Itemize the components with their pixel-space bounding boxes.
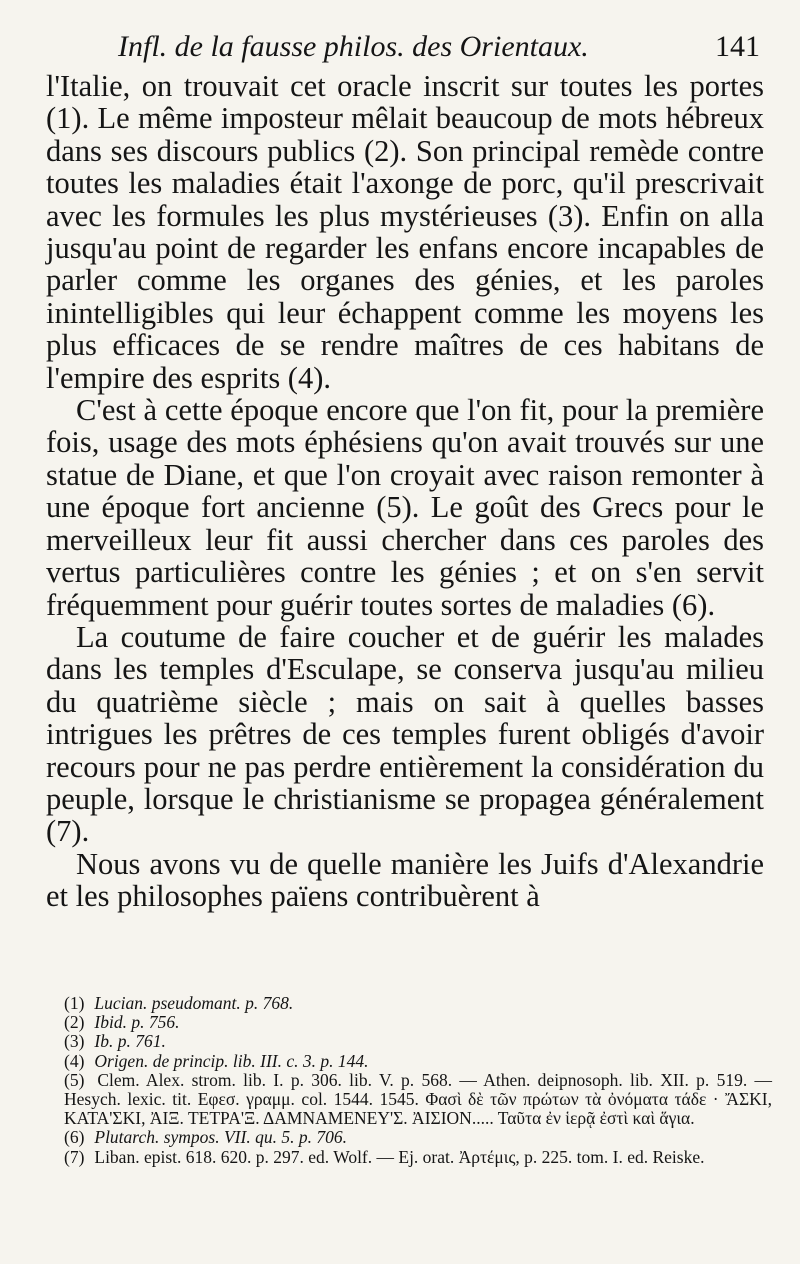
body-text: [46, 70, 764, 913]
footnote: [46, 1052, 772, 1071]
running-header: [118, 30, 760, 70]
footnote: [46, 1128, 772, 1147]
footnote-number: (3): [64, 1031, 85, 1052]
footnote-text: Ib. p. 761.: [94, 1031, 166, 1052]
footnotes: [46, 994, 772, 1167]
page-number: 141: [715, 30, 760, 63]
footnote-number: (7): [64, 1146, 85, 1167]
footnote: [46, 1148, 772, 1167]
paragraph: Nous avons vu de quelle manière les Juifs d'Alexandrie et les philosophes païens contribuèrent à: [46, 846, 764, 914]
paragraph: La coutume de faire coucher et de guérir les malades dans les temples d'Esculape, se conserva jusqu'au milieu du quatrième siècle ; mais on sait à quelles basses intrigues les prêtres de ces temples furent obligés d'avoir recours pour ne pas perdre entièrement la considération du peuple, lorsque le christianisme se propagea généralement (7).: [46, 619, 764, 849]
footnote-number: (5): [64, 1069, 85, 1090]
paragraph: C'est à cette époque encore que l'on fit, pour la première fois, usage des mots éphésiens qu'on avait trouvés sur une statue de Diane, et que l'on croyait avec raison remonter à une époque fort ancienne (5). Le goût des Grecs pour le merveilleux leur fit aussi chercher dans ces paroles des vertus particulières contre les génies ; et on s'en servit fréquemment pour guérir toutes sortes de maladies (6).: [46, 393, 764, 622]
footnote-number: (1): [64, 993, 85, 1013]
footnote-text: Ibid. p. 756.: [94, 1012, 180, 1033]
footnote: [46, 1032, 772, 1051]
footnote-text: Liban. epist. 618. 620. p. 297. ed. Wolf. — Ej. orat. Ἀρτέμις, p. 225. tom. I. ed. Reiske.: [94, 1146, 705, 1167]
footnote-text: Lucian. pseudomant. p. 768.: [94, 993, 294, 1013]
paragraph: l'Italie, on trouvait cet oracle inscrit sur toutes les portes (1). Le même imposteur mêlait beaucoup de mots hébreux dans ses discours publics (2). Son principal remède contre toutes les maladies était l'axonge de porc, qu'il prescrivait avec les formules les plus mystérieuses (3). Enfin on alla jusqu'au point de regarder les enfans encore incapables de parler comme les organes des génies, et les paroles inintelligibles qui leur échappent comme les moyens les plus efficaces de se rendre maîtres de ces habitans de l'empire des esprits (4).: [46, 69, 764, 395]
footnote-number: (4): [64, 1050, 85, 1071]
footnote: [46, 1013, 772, 1032]
footnote: [46, 994, 772, 1013]
footnote: [46, 1071, 772, 1129]
footnote-text: Clem. Alex. strom. lib. I. p. 306. lib. V. p. 568. — Athen. deipnosoph. lib. XII. p. 519. — Hesych. lexic. tit. Εφεσ. γραμμ. col. 1544. 1545. Φασὶ δὲ τῶν πρώτων τὰ ὀνόματα τάδε · ἌΣΚΙ, ΚΑΤΑ'ΣΚΙ, ἈΙΞ. ΤΕΤΡΑ'Ξ. ΔΑΜΝΑΜΕΝΕΥ'Σ. ἈΙΣΙΟΝ..... Ταῦτα ἐν ἱερᾷ ἐστὶ καὶ ἅγια.: [64, 1069, 773, 1129]
footnote-text: Plutarch. sympos. VII. qu. 5. p. 706.: [94, 1127, 347, 1148]
footnote-number: (2): [64, 1012, 85, 1033]
footnote-text: Origen. de princip. lib. III. c. 3. p. 144.: [94, 1050, 369, 1071]
footnote-number: (6): [64, 1127, 85, 1148]
running-title: Infl. de la fausse philos. des Orientaux.: [118, 30, 589, 63]
